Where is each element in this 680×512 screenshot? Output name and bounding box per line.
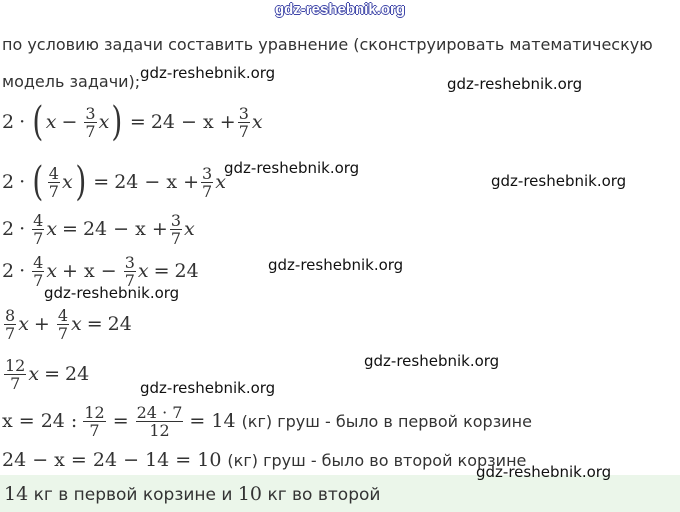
equation-4: 2 · $\frac{4}{7}$ x + x − $\frac{3}{7}$ x = 24 (2, 252, 199, 290)
equation-7: x = 24 : $\frac{12}{7}$ = $\frac{24 \cdot 7}{12}$ = 14 (кг) груш - было в первой корзине (2, 402, 532, 440)
equation-1: 2 · ( x − $\frac{3}{7}$ x ) = 24 − x + $\frac{3}{7}$ x (2, 99, 263, 145)
site-title[interactable]: gdz-reshebnik.org (274, 1, 405, 18)
intro-line-1: по условию задачи составить уравнение (сконструировать математическую (2, 35, 653, 54)
watermark: gdz-reshebnik.org (140, 379, 276, 397)
watermark: gdz-reshebnik.org (476, 463, 612, 481)
equation-6: $\frac{12}{7}$ x = 24 (5, 355, 90, 393)
watermark: gdz-reshebnik.org (447, 75, 583, 93)
equation-2: 2 · ( $\frac{4}{7}$ x ) = 24 − x + $\frac{3}{7}$ x (2, 159, 226, 205)
intro-line-2: модель задачи); (2, 72, 141, 91)
equation-5: $\frac{8}{7}$ x + $\frac{4}{7}$ x = 24 (5, 305, 132, 343)
watermark: gdz-reshebnik.org (140, 64, 276, 82)
watermark: gdz-reshebnik.org (364, 352, 500, 370)
watermark: gdz-reshebnik.org (491, 172, 627, 190)
watermark: gdz-reshebnik.org (268, 256, 404, 274)
watermark: gdz-reshebnik.org (44, 284, 180, 302)
watermark: gdz-reshebnik.org (224, 159, 360, 177)
equation-8: 24 − x = 24 − 14 = 10 (кг) груш - было во второй корзине (2, 449, 527, 471)
equation-3: 2 · $\frac{4}{7}$ x = 24 − x + $\frac{3}{7}$ x (2, 210, 195, 248)
answer-text: 14 кг в первой корзине и 10 кг во второй (4, 483, 381, 505)
